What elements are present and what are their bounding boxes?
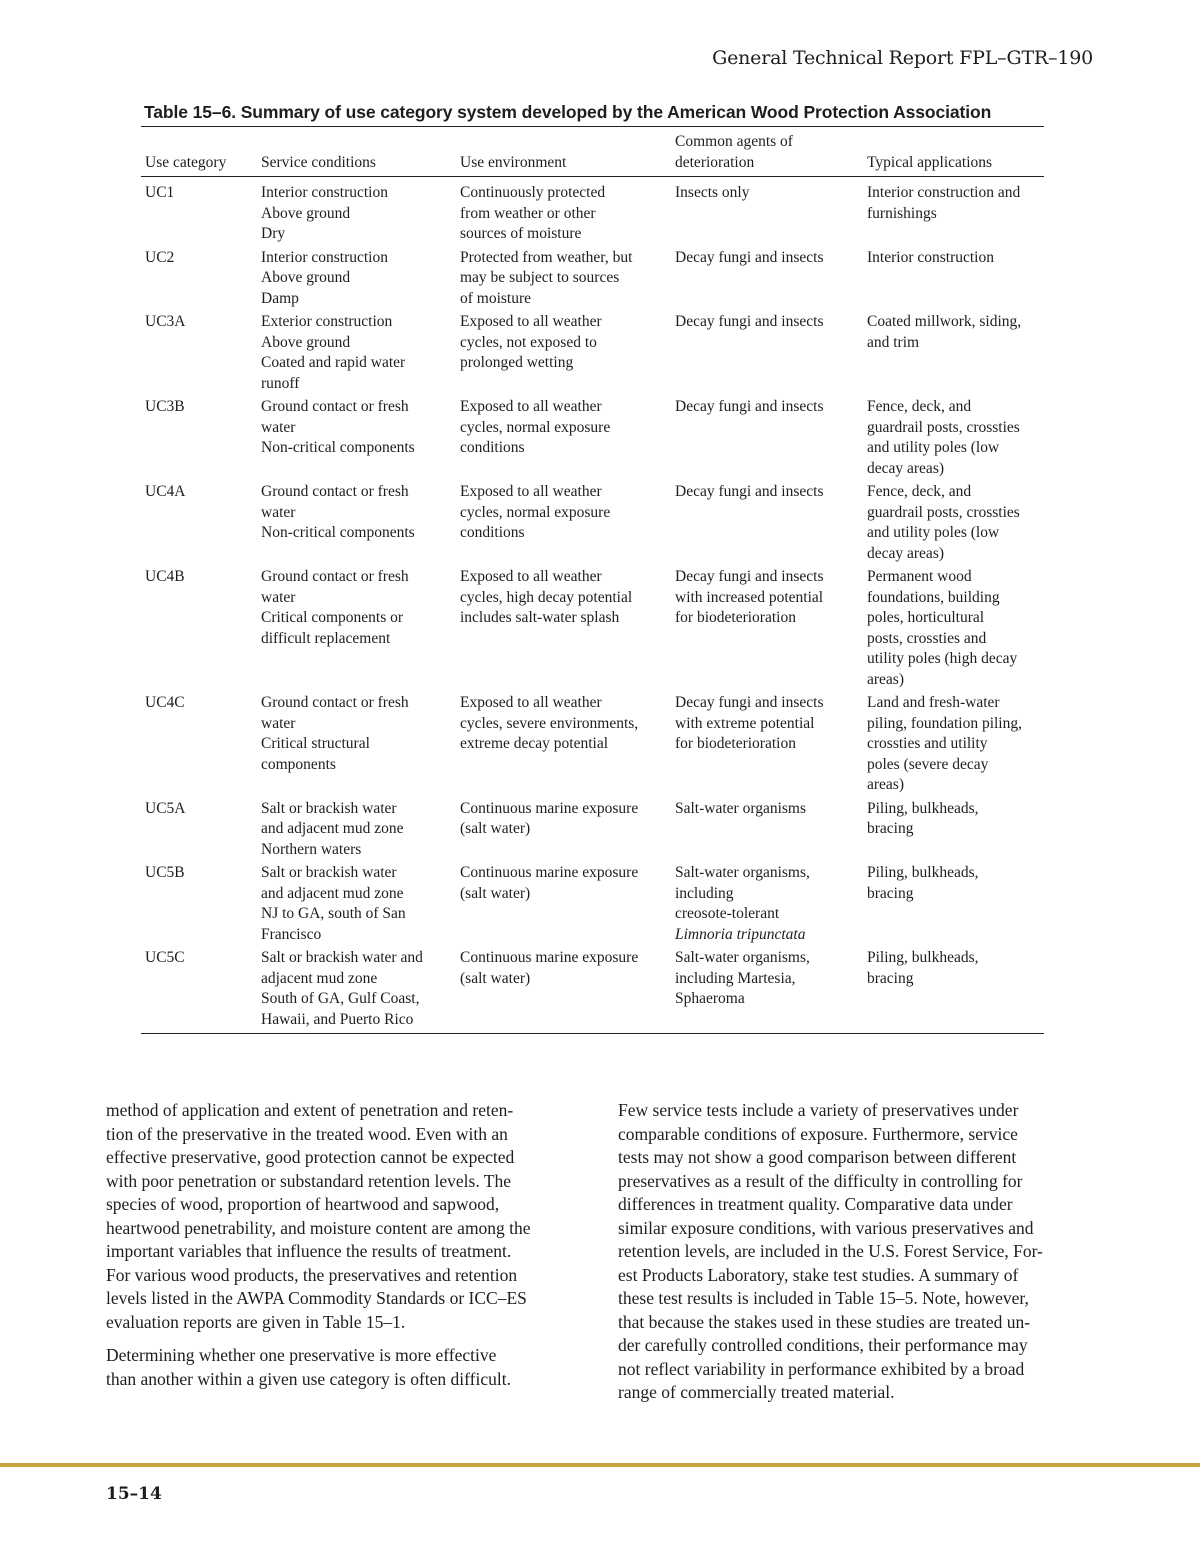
cell-line: including: [675, 884, 734, 902]
cell-line: cycles, severe environments,: [460, 714, 639, 732]
text-line: tests may not show a good comparison between different: [618, 1147, 1017, 1167]
table-row: [141, 799, 1044, 864]
cell-line: extreme decay potential: [460, 735, 609, 752]
cell-environment: [456, 482, 671, 567]
cell-line: Critical structural: [261, 735, 370, 752]
cell-line: bracing: [867, 969, 914, 987]
cell-category: UC3A: [145, 313, 186, 330]
cell-line: (salt water): [460, 969, 531, 987]
cell-agents: [671, 248, 863, 313]
cell-line: crossties and utility: [867, 735, 988, 752]
cell-line: cycles, normal exposure: [460, 503, 611, 521]
cell-environment: [456, 567, 671, 693]
cell-environment: [456, 693, 671, 799]
cell-line: Francisco: [261, 925, 322, 943]
cell-line: furnishings: [867, 204, 937, 222]
cell-line: posts, crossties and: [867, 629, 987, 647]
table-body: [141, 177, 1044, 1034]
cell-line: Interior construction: [261, 248, 388, 266]
cell-line: decay areas): [867, 459, 945, 477]
cell-line: conditions: [460, 524, 525, 541]
cell-line: and utility poles (low: [867, 524, 1000, 541]
cell-line: Decay fungi and insects: [675, 694, 824, 711]
cell-line: Piling, bulkheads,: [867, 864, 979, 881]
cell-line: Salt or brackish water: [261, 799, 397, 817]
table-header-row: [141, 127, 1044, 177]
column-header-line: Common agents of: [675, 133, 793, 150]
cell-service: [257, 948, 456, 1034]
use-category-table-container: [141, 126, 1044, 1034]
cell-service: [257, 567, 456, 693]
cell-line: Continuously protected: [460, 184, 606, 201]
text-line: Few service tests include a variety of preservatives under: [618, 1100, 1019, 1120]
text-line: levels listed in the AWPA Commodity Standards or ICC–ES: [106, 1288, 527, 1308]
column-header-5: [863, 127, 1044, 177]
cell-line: Non-critical components: [261, 439, 415, 456]
cell-service: [257, 312, 456, 397]
cell-category: UC5B: [145, 864, 185, 881]
cell-line: adjacent mud zone: [261, 969, 378, 987]
table-row: [141, 948, 1044, 1034]
column-header-line: Use environment: [460, 153, 567, 171]
cell-line: utility poles (high decay: [867, 650, 1018, 667]
cell-line: Above ground: [261, 333, 351, 351]
cell-line: and adjacent mud zone: [261, 820, 404, 837]
table-row: [141, 177, 1044, 248]
cell-category: UC4C: [145, 694, 185, 711]
table-row: [141, 397, 1044, 482]
table-row: [141, 312, 1044, 397]
cell-line: Ground contact or fresh: [261, 483, 409, 500]
cell-category: UC4B: [145, 568, 185, 585]
cell-line: Protected from weather, but: [460, 248, 633, 266]
cell-line: Limnoria tripunctata: [675, 925, 806, 943]
cell-line: water: [261, 418, 296, 436]
cell-line: Above ground: [261, 204, 351, 222]
cell-line: water: [261, 714, 296, 732]
cell-line: water: [261, 588, 296, 606]
column-header-line: Use category: [145, 153, 227, 171]
cell-line: Ground contact or fresh: [261, 568, 409, 585]
cell-line: Piling, bulkheads,: [867, 949, 979, 966]
cell-environment: [456, 948, 671, 1034]
cell-category: UC2: [145, 248, 175, 266]
cell-line: guardrail posts, crossties: [867, 418, 1020, 436]
cell-applications: [863, 863, 1044, 948]
text-line: heartwood penetrability, and moisture content are among the: [106, 1217, 531, 1238]
cell-line: prolonged wetting: [460, 354, 574, 371]
cell-agents: [671, 312, 863, 397]
cell-line: of moisture: [460, 289, 532, 307]
cell-line: bracing: [867, 884, 914, 902]
cell-service: [257, 248, 456, 313]
text-line: that because the stakes used in these studies are treated un-: [618, 1311, 1031, 1332]
text-line: retention levels, are included in the U.S. Forest Service, For-: [618, 1241, 1043, 1261]
table-caption: Table 15–6. Summary of use category system developed by the American Wood Protection Association: [144, 102, 992, 122]
cell-agents: [671, 948, 863, 1034]
cell-agents: [671, 693, 863, 799]
cell-line: Decay fungi and insects: [675, 248, 824, 266]
cell-agents: [671, 177, 863, 248]
cell-line: with extreme potential: [675, 714, 815, 732]
cell-agents: [671, 482, 863, 567]
cell-line: water: [261, 503, 296, 521]
cell-line: Coated and rapid water: [261, 354, 406, 371]
cell-service: [257, 397, 456, 482]
cell-line: Exterior construction: [261, 313, 393, 330]
column-header-1: [141, 127, 257, 177]
cell-category: UC3B: [145, 398, 185, 415]
cell-line: Permanent wood: [867, 568, 972, 585]
cell-environment: [456, 177, 671, 248]
cell-line: piling, foundation piling,: [867, 714, 1022, 732]
text-line: not reflect variability in performance exhibited by a broad: [618, 1358, 1025, 1379]
cell-line: Salt or brackish water and: [261, 949, 423, 966]
cell-line: components: [261, 755, 336, 773]
cell-line: Salt or brackish water: [261, 864, 397, 881]
cell-line: and trim: [867, 333, 920, 351]
text-line: effective preservative, good protection cannot be expected: [106, 1147, 515, 1167]
text-line: these test results is included in Table 15–5. Note, however,: [618, 1288, 1029, 1308]
running-header: General Technical Report FPL–GTR–190: [712, 47, 1093, 69]
table-row: [141, 482, 1044, 567]
cell-line: Salt-water organisms: [675, 799, 807, 817]
cell-service: [257, 482, 456, 567]
cell-line: Exposed to all weather: [460, 398, 602, 415]
cell-service: [257, 177, 456, 248]
column-header-2: [257, 127, 456, 177]
cell-line: Dry: [261, 225, 286, 242]
text-line: important variables that influence the results of treatment.: [106, 1241, 512, 1261]
cell-agents: [671, 863, 863, 948]
cell-environment: [456, 863, 671, 948]
cell-applications: [863, 248, 1044, 313]
cell-applications: [863, 948, 1044, 1034]
cell-line: decay areas): [867, 544, 945, 562]
column-header-line: Service conditions: [261, 153, 376, 171]
table-row: [141, 248, 1044, 313]
text-line: with poor penetration or substandard retention levels. The: [106, 1170, 511, 1191]
cell-line: Interior construction: [261, 184, 388, 201]
cell-applications: [863, 799, 1044, 864]
text-line: Determining whether one preservative is more effective: [106, 1345, 497, 1365]
cell-line: runoff: [261, 374, 300, 392]
cell-service: [257, 799, 456, 864]
cell-line: for biodeterioration: [675, 609, 796, 626]
cell-line: (salt water): [460, 820, 531, 837]
text-line: preservatives as a result of the difficulty in controlling for: [618, 1170, 1023, 1191]
column-header-3: [456, 127, 671, 177]
use-category-table: [141, 126, 1044, 1034]
text-line: est Products Laboratory, stake test studies. A summary of: [618, 1264, 1019, 1285]
cell-line: Hawaii, and Puerto Rico: [261, 1010, 414, 1028]
cell-applications: [863, 482, 1044, 567]
cell-service: [257, 863, 456, 948]
text-line: similar exposure conditions, with various preservatives and: [618, 1217, 1034, 1238]
cell-line: South of GA, Gulf Coast,: [261, 990, 420, 1007]
cell-line: NJ to GA, south of San: [261, 905, 406, 922]
cell-line: Interior construction: [867, 248, 994, 266]
cell-line: Land and fresh-water: [867, 694, 1000, 711]
column-header-4: [671, 127, 863, 177]
cell-line: Piling, bulkheads,: [867, 799, 979, 817]
cell-line: Salt-water organisms,: [675, 949, 810, 966]
table-row: [141, 863, 1044, 948]
body-text-right-column: [618, 1099, 1098, 1415]
cell-line: Above ground: [261, 269, 351, 286]
cell-line: cycles, not exposed to: [460, 333, 597, 351]
cell-line: poles (severe decay: [867, 755, 989, 773]
cell-line: Sphaeroma: [675, 990, 745, 1007]
cell-line: areas): [867, 670, 904, 688]
cell-line: Ground contact or fresh: [261, 398, 409, 415]
cell-line: and adjacent mud zone: [261, 884, 404, 902]
cell-line: conditions: [460, 439, 525, 456]
cell-environment: [456, 312, 671, 397]
cell-line: Decay fungi and insects: [675, 568, 824, 585]
cell-line: with increased potential: [675, 588, 824, 606]
cell-applications: [863, 397, 1044, 482]
cell-line: Decay fungi and insects: [675, 483, 824, 500]
paragraph: [106, 1099, 586, 1334]
cell-line: bracing: [867, 820, 914, 837]
paragraph: [106, 1344, 586, 1391]
cell-line: Fence, deck, and: [867, 483, 972, 500]
cell-line: foundations, building: [867, 588, 1000, 606]
cell-line: Non-critical components: [261, 524, 415, 541]
cell-line: Exposed to all weather: [460, 694, 602, 711]
cell-agents: [671, 799, 863, 864]
footer-rule: [0, 1463, 1200, 1467]
cell-line: Coated millwork, siding,: [867, 313, 1022, 330]
cell-applications: [863, 567, 1044, 693]
cell-applications: [863, 312, 1044, 397]
text-line: For various wood products, the preservatives and retention: [106, 1264, 518, 1285]
cell-line: Northern waters: [261, 840, 362, 858]
cell-line: cycles, high decay potential: [460, 588, 633, 606]
cell-environment: [456, 799, 671, 864]
cell-line: sources of moisture: [460, 225, 582, 242]
cell-line: Exposed to all weather: [460, 483, 602, 500]
cell-line: poles, horticultural: [867, 609, 985, 626]
cell-line: Critical components or: [261, 609, 404, 626]
cell-agents: [671, 567, 863, 693]
cell-line: from weather or other: [460, 204, 596, 222]
cell-line: includes salt-water splash: [460, 609, 620, 626]
cell-line: Insects only: [675, 184, 750, 201]
cell-agents: [671, 397, 863, 482]
cell-applications: [863, 693, 1044, 799]
text-line: range of commercially treated material.: [618, 1382, 895, 1402]
body-text-left-column: [106, 1099, 586, 1401]
text-line: comparable conditions of exposure. Furthermore, service: [618, 1123, 1018, 1144]
cell-category: UC1: [145, 184, 175, 201]
cell-category: UC4A: [145, 483, 186, 500]
cell-line: for biodeterioration: [675, 735, 796, 752]
cell-line: guardrail posts, crossties: [867, 503, 1020, 521]
text-line: tion of the preservative in the treated wood. Even with an: [106, 1123, 508, 1144]
cell-line: difficult replacement: [261, 629, 391, 647]
cell-line: cycles, normal exposure: [460, 418, 611, 436]
text-line: method of application and extent of penetration and reten-: [106, 1100, 514, 1120]
cell-line: creosote-tolerant: [675, 905, 780, 922]
cell-line: Fence, deck, and: [867, 398, 972, 415]
cell-applications: [863, 177, 1044, 248]
cell-line: areas): [867, 776, 904, 793]
text-line: differences in treatment quality. Comparative data under: [618, 1194, 1013, 1214]
paragraph: [618, 1099, 1098, 1405]
cell-environment: [456, 248, 671, 313]
text-line: evaluation reports are given in Table 15–1.: [106, 1311, 406, 1332]
cell-line: Continuous marine exposure: [460, 949, 639, 966]
cell-service: [257, 693, 456, 799]
cell-line: Continuous marine exposure: [460, 799, 639, 817]
text-line: der carefully controlled conditions, their performance may: [618, 1335, 1028, 1355]
cell-line: Salt-water organisms,: [675, 864, 810, 881]
cell-line: including Martesia,: [675, 969, 796, 987]
text-line: than another within a given use category is often difficult.: [106, 1368, 511, 1389]
cell-line: Decay fungi and insects: [675, 398, 824, 415]
cell-line: may be subject to sources: [460, 269, 620, 286]
cell-line: Exposed to all weather: [460, 568, 602, 585]
cell-line: Ground contact or fresh: [261, 694, 409, 711]
table-row: [141, 693, 1044, 799]
cell-line: Continuous marine exposure: [460, 864, 639, 881]
page-number: 15–14: [106, 1484, 162, 1504]
cell-environment: [456, 397, 671, 482]
cell-line: and utility poles (low: [867, 439, 1000, 456]
cell-category: UC5C: [145, 949, 185, 966]
text-line: species of wood, proportion of heartwood and sapwood,: [106, 1194, 500, 1214]
table-row: [141, 567, 1044, 693]
cell-line: Decay fungi and insects: [675, 313, 824, 330]
cell-line: (salt water): [460, 884, 531, 902]
cell-line: Interior construction and: [867, 184, 1021, 201]
cell-category: UC5A: [145, 799, 186, 817]
column-header-line: deterioration: [675, 153, 755, 171]
cell-line: Exposed to all weather: [460, 313, 602, 330]
column-header-line: Typical applications: [867, 153, 993, 171]
cell-line: Damp: [261, 289, 299, 307]
